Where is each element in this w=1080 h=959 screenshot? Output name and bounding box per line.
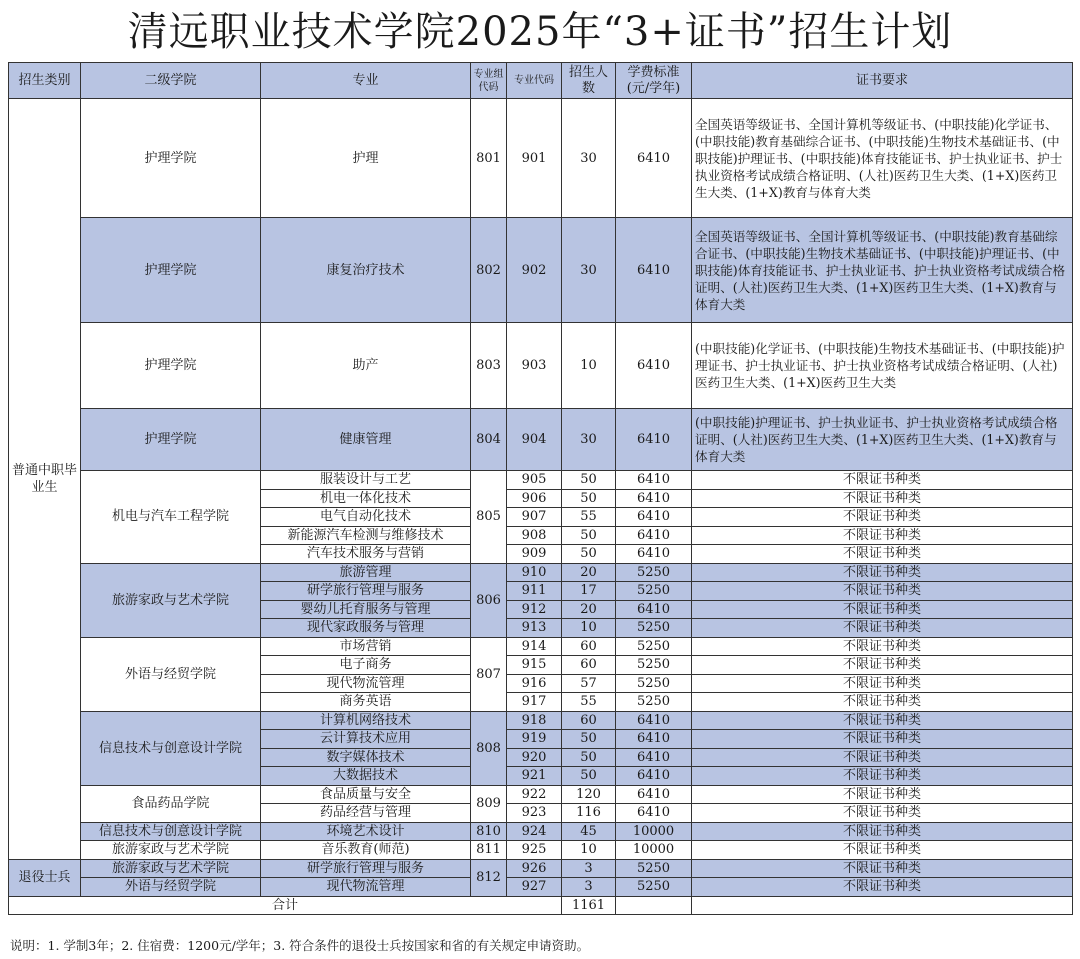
major-cell: 音乐教育(师范) bbox=[261, 841, 471, 860]
table-row bbox=[9, 859, 1073, 878]
college-cell: 旅游家政与艺术学院 bbox=[81, 859, 261, 878]
enroll-cell: 50 bbox=[562, 767, 616, 786]
college-cell: 旅游家政与艺术学院 bbox=[81, 841, 261, 860]
total-empty bbox=[616, 896, 692, 915]
group-code-cell: 805 bbox=[471, 471, 507, 564]
cert-cell: 不限证书种类 bbox=[692, 508, 1073, 527]
enroll-cell: 50 bbox=[562, 748, 616, 767]
tuition-cell: 5250 bbox=[616, 859, 692, 878]
group-code-cell: 802 bbox=[471, 218, 507, 323]
cert-cell: 不限证书种类 bbox=[692, 526, 1073, 545]
college-cell: 护理学院 bbox=[81, 409, 261, 471]
header-major: 专业 bbox=[261, 63, 471, 99]
cert-cell: 不限证书种类 bbox=[692, 859, 1073, 878]
major-cell: 药品经营与管理 bbox=[261, 804, 471, 823]
header-college: 二级学院 bbox=[81, 63, 261, 99]
cert-cell: 不限证书种类 bbox=[692, 545, 1073, 564]
tuition-cell: 6410 bbox=[616, 489, 692, 508]
enroll-cell: 30 bbox=[562, 218, 616, 323]
enroll-cell: 55 bbox=[562, 508, 616, 527]
enroll-cell: 55 bbox=[562, 693, 616, 712]
enroll-cell: 3 bbox=[562, 859, 616, 878]
major-code-cell: 922 bbox=[507, 785, 562, 804]
cert-cell: 不限证书种类 bbox=[692, 600, 1073, 619]
college-cell: 护理学院 bbox=[81, 218, 261, 323]
tuition-cell: 5250 bbox=[616, 563, 692, 582]
major-code-cell: 913 bbox=[507, 619, 562, 638]
cert-cell: 不限证书种类 bbox=[692, 785, 1073, 804]
tuition-cell: 5250 bbox=[616, 619, 692, 638]
college-cell: 护理学院 bbox=[81, 99, 261, 218]
cert-cell: 不限证书种类 bbox=[692, 489, 1073, 508]
major-code-cell: 920 bbox=[507, 748, 562, 767]
major-code-cell: 917 bbox=[507, 693, 562, 712]
tuition-cell: 10000 bbox=[616, 822, 692, 841]
tuition-cell: 5250 bbox=[616, 582, 692, 601]
college-cell: 信息技术与创意设计学院 bbox=[81, 711, 261, 785]
tuition-cell: 6410 bbox=[616, 508, 692, 527]
table-row bbox=[9, 878, 1073, 897]
major-cell: 现代物流管理 bbox=[261, 674, 471, 693]
table-row bbox=[9, 323, 1073, 409]
cert-cell: 不限证书种类 bbox=[692, 582, 1073, 601]
table-row bbox=[9, 218, 1073, 323]
enroll-cell: 20 bbox=[562, 600, 616, 619]
enroll-cell: 20 bbox=[562, 563, 616, 582]
cert-cell: 不限证书种类 bbox=[692, 674, 1073, 693]
cert-cell: 不限证书种类 bbox=[692, 804, 1073, 823]
cert-cell: 不限证书种类 bbox=[692, 656, 1073, 675]
total-label: 合计 bbox=[9, 896, 562, 915]
major-cell: 汽车技术服务与营销 bbox=[261, 545, 471, 564]
major-cell: 旅游管理 bbox=[261, 563, 471, 582]
enroll-cell: 30 bbox=[562, 409, 616, 471]
major-code-cell: 907 bbox=[507, 508, 562, 527]
enroll-cell: 10 bbox=[562, 619, 616, 638]
major-code-cell: 926 bbox=[507, 859, 562, 878]
tuition-cell: 5250 bbox=[616, 693, 692, 712]
major-code-cell: 925 bbox=[507, 841, 562, 860]
tuition-cell: 5250 bbox=[616, 656, 692, 675]
major-code-cell: 908 bbox=[507, 526, 562, 545]
enroll-cell: 50 bbox=[562, 545, 616, 564]
table-row bbox=[9, 841, 1073, 860]
enroll-cell: 50 bbox=[562, 730, 616, 749]
college-cell: 外语与经贸学院 bbox=[81, 878, 261, 897]
enroll-cell: 50 bbox=[562, 526, 616, 545]
cert-cell: 全国英语等级证书、全国计算机等级证书、(中职技能)教育基础综合证书、(中职技能)生物技术基础证书、(中职技能)护理证书、(中职技能)体育技能证书、护士执业证书、护士执业资格考试成绩合格证明、(人社)医药卫生大类、(1+X)医药卫生大类、(1+X)教育与体育大类 bbox=[692, 218, 1073, 323]
header-group-code: 专业组代码 bbox=[471, 63, 507, 99]
major-cell: 新能源汽车检测与维修技术 bbox=[261, 526, 471, 545]
enroll-cell: 60 bbox=[562, 711, 616, 730]
enroll-cell: 57 bbox=[562, 674, 616, 693]
tuition-cell: 5250 bbox=[616, 637, 692, 656]
group-code-cell: 809 bbox=[471, 785, 507, 822]
major-code-cell: 921 bbox=[507, 767, 562, 786]
tuition-cell: 6410 bbox=[616, 767, 692, 786]
major-code-cell: 915 bbox=[507, 656, 562, 675]
tuition-cell: 6410 bbox=[616, 409, 692, 471]
cert-cell: 全国英语等级证书、全国计算机等级证书、(中职技能)化学证书、(中职技能)教育基础综合证书、(中职技能)生物技术基础证书、(中职技能)护理证书、(中职技能)体育技能证书、护士执业证书、护士执业资格考试成绩合格证明、(人社)医药卫生大类、(1+X)医药卫生大类、(1+X)教育与体育大类 bbox=[692, 99, 1073, 218]
table-row bbox=[9, 471, 1073, 490]
major-code-cell: 916 bbox=[507, 674, 562, 693]
cert-cell: (中职技能)化学证书、(中职技能)生物技术基础证书、(中职技能)护理证书、护士执业证书、护士执业资格考试成绩合格证明、(人社)医药卫生大类、(1+X)医药卫生大类 bbox=[692, 323, 1073, 409]
header-major-code: 专业代码 bbox=[507, 63, 562, 99]
major-code-cell: 905 bbox=[507, 471, 562, 490]
major-cell: 护理 bbox=[261, 99, 471, 218]
major-code-cell: 918 bbox=[507, 711, 562, 730]
cert-cell: (中职技能)护理证书、护士执业证书、护士执业资格考试成绩合格证明、(人社)医药卫生大类、(1+X)医药卫生大类、(1+X)教育与体育大类 bbox=[692, 409, 1073, 471]
major-code-cell: 919 bbox=[507, 730, 562, 749]
table-body bbox=[9, 99, 1073, 915]
enroll-cell: 60 bbox=[562, 656, 616, 675]
enroll-cell: 3 bbox=[562, 878, 616, 897]
major-code-cell: 903 bbox=[507, 323, 562, 409]
group-code-cell: 807 bbox=[471, 637, 507, 711]
cert-cell: 不限证书种类 bbox=[692, 637, 1073, 656]
major-code-cell: 914 bbox=[507, 637, 562, 656]
group-code-cell: 808 bbox=[471, 711, 507, 785]
tuition-cell: 6410 bbox=[616, 323, 692, 409]
tuition-cell: 6410 bbox=[616, 99, 692, 218]
major-code-cell: 912 bbox=[507, 600, 562, 619]
total-row bbox=[9, 896, 1073, 915]
enrollment-plan-table bbox=[8, 62, 1073, 915]
major-cell: 现代物流管理 bbox=[261, 878, 471, 897]
major-cell: 计算机网络技术 bbox=[261, 711, 471, 730]
major-cell: 商务英语 bbox=[261, 693, 471, 712]
major-code-cell: 927 bbox=[507, 878, 562, 897]
category-cell: 普通中职毕业生 bbox=[9, 99, 81, 860]
cert-cell: 不限证书种类 bbox=[692, 822, 1073, 841]
group-code-cell: 804 bbox=[471, 409, 507, 471]
major-cell: 助产 bbox=[261, 323, 471, 409]
tuition-cell: 6410 bbox=[616, 711, 692, 730]
major-cell: 市场营销 bbox=[261, 637, 471, 656]
major-cell: 大数据技术 bbox=[261, 767, 471, 786]
table-row bbox=[9, 563, 1073, 582]
tuition-cell: 5250 bbox=[616, 674, 692, 693]
major-cell: 数字媒体技术 bbox=[261, 748, 471, 767]
cert-cell: 不限证书种类 bbox=[692, 841, 1073, 860]
major-cell: 研学旅行管理与服务 bbox=[261, 582, 471, 601]
table-row bbox=[9, 99, 1073, 218]
college-cell: 机电与汽车工程学院 bbox=[81, 471, 261, 564]
enroll-cell: 17 bbox=[562, 582, 616, 601]
enroll-cell: 50 bbox=[562, 489, 616, 508]
page-title: 清远职业技术学院2025年“3+证书”招生计划 bbox=[127, 9, 953, 55]
enroll-cell: 45 bbox=[562, 822, 616, 841]
major-cell: 电气自动化技术 bbox=[261, 508, 471, 527]
tuition-cell: 6410 bbox=[616, 748, 692, 767]
college-cell: 食品药品学院 bbox=[81, 785, 261, 822]
major-cell: 康复治疗技术 bbox=[261, 218, 471, 323]
table-row bbox=[9, 785, 1073, 804]
cert-cell: 不限证书种类 bbox=[692, 730, 1073, 749]
cert-cell: 不限证书种类 bbox=[692, 767, 1073, 786]
major-code-cell: 901 bbox=[507, 99, 562, 218]
tuition-cell: 6410 bbox=[616, 545, 692, 564]
header-tuition: 学费标准(元/学年) bbox=[616, 63, 692, 99]
tuition-cell: 6410 bbox=[616, 804, 692, 823]
enroll-cell: 10 bbox=[562, 841, 616, 860]
enroll-cell: 30 bbox=[562, 99, 616, 218]
footnote: 说明：1. 学制3年；2. 住宿费：1200元/学年；3. 符合条件的退役士兵按国家和省的有关规定申请资助。 bbox=[10, 938, 590, 953]
group-code-cell: 812 bbox=[471, 859, 507, 896]
major-code-cell: 923 bbox=[507, 804, 562, 823]
major-cell: 研学旅行管理与服务 bbox=[261, 859, 471, 878]
cert-cell: 不限证书种类 bbox=[692, 693, 1073, 712]
enroll-cell: 60 bbox=[562, 637, 616, 656]
college-cell: 旅游家政与艺术学院 bbox=[81, 563, 261, 637]
major-cell: 婴幼儿托育服务与管理 bbox=[261, 600, 471, 619]
cert-cell: 不限证书种类 bbox=[692, 711, 1073, 730]
college-cell: 信息技术与创意设计学院 bbox=[81, 822, 261, 841]
tuition-cell: 6410 bbox=[616, 785, 692, 804]
tuition-cell: 6410 bbox=[616, 526, 692, 545]
enroll-cell: 116 bbox=[562, 804, 616, 823]
major-cell: 电子商务 bbox=[261, 656, 471, 675]
major-code-cell: 906 bbox=[507, 489, 562, 508]
cert-cell: 不限证书种类 bbox=[692, 471, 1073, 490]
major-cell: 云计算技术应用 bbox=[261, 730, 471, 749]
cert-cell: 不限证书种类 bbox=[692, 748, 1073, 767]
header-cert: 证书要求 bbox=[692, 63, 1073, 99]
enroll-cell: 50 bbox=[562, 471, 616, 490]
total-empty bbox=[692, 896, 1073, 915]
tuition-cell: 6410 bbox=[616, 471, 692, 490]
group-code-cell: 803 bbox=[471, 323, 507, 409]
tuition-cell: 6410 bbox=[616, 218, 692, 323]
college-cell: 护理学院 bbox=[81, 323, 261, 409]
category-cell: 退役士兵 bbox=[9, 859, 81, 896]
major-cell: 环境艺术设计 bbox=[261, 822, 471, 841]
major-cell: 食品质量与安全 bbox=[261, 785, 471, 804]
tuition-cell: 6410 bbox=[616, 600, 692, 619]
major-code-cell: 904 bbox=[507, 409, 562, 471]
group-code-cell: 801 bbox=[471, 99, 507, 218]
total-value: 1161 bbox=[562, 896, 616, 915]
table-row bbox=[9, 409, 1073, 471]
table-header-row bbox=[9, 63, 1073, 99]
major-code-cell: 909 bbox=[507, 545, 562, 564]
table-row bbox=[9, 822, 1073, 841]
major-cell: 机电一体化技术 bbox=[261, 489, 471, 508]
cert-cell: 不限证书种类 bbox=[692, 619, 1073, 638]
enroll-cell: 10 bbox=[562, 323, 616, 409]
major-code-cell: 910 bbox=[507, 563, 562, 582]
tuition-cell: 6410 bbox=[616, 730, 692, 749]
tuition-cell: 5250 bbox=[616, 878, 692, 897]
college-cell: 外语与经贸学院 bbox=[81, 637, 261, 711]
major-cell: 服装设计与工艺 bbox=[261, 471, 471, 490]
group-code-cell: 806 bbox=[471, 563, 507, 637]
major-code-cell: 902 bbox=[507, 218, 562, 323]
cert-cell: 不限证书种类 bbox=[692, 563, 1073, 582]
major-code-cell: 911 bbox=[507, 582, 562, 601]
header-category: 招生类别 bbox=[9, 63, 81, 99]
major-cell: 健康管理 bbox=[261, 409, 471, 471]
cert-cell: 不限证书种类 bbox=[692, 878, 1073, 897]
major-code-cell: 924 bbox=[507, 822, 562, 841]
enroll-cell: 120 bbox=[562, 785, 616, 804]
tuition-cell: 10000 bbox=[616, 841, 692, 860]
group-code-cell: 811 bbox=[471, 841, 507, 860]
major-cell: 现代家政服务与管理 bbox=[261, 619, 471, 638]
table-row bbox=[9, 637, 1073, 656]
table-row bbox=[9, 711, 1073, 730]
header-enroll: 招生人数 bbox=[562, 63, 616, 99]
group-code-cell: 810 bbox=[471, 822, 507, 841]
